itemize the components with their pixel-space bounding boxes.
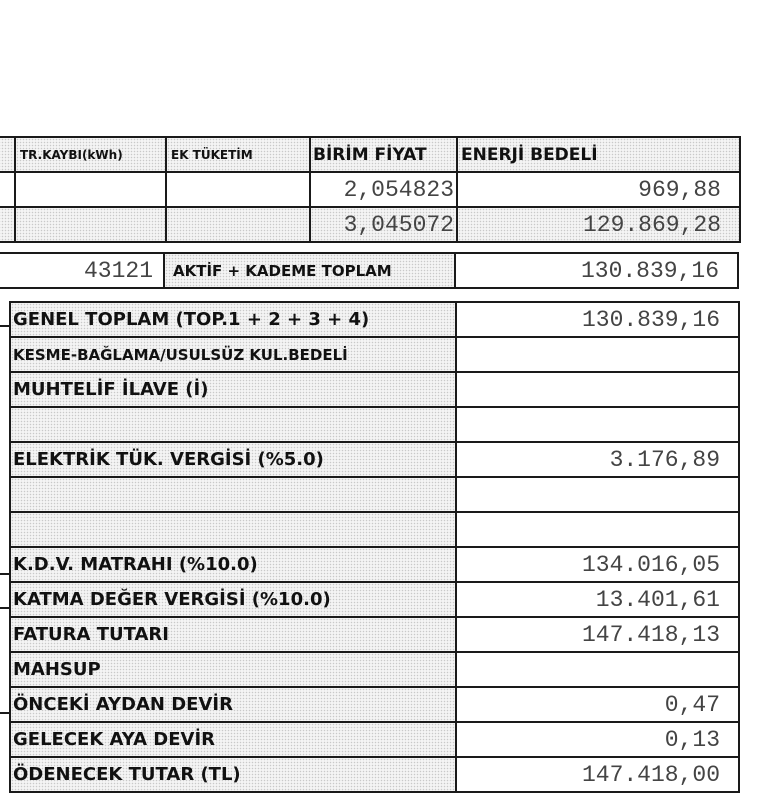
summary-label: KATMA DEĞER VERGİSİ (%10.0) <box>10 582 456 617</box>
summary-value: 147.418,13 <box>456 617 739 652</box>
row2-tr-kaybi <box>15 207 166 242</box>
table-row <box>10 302 739 337</box>
header-birim-fiyat: BİRİM FİYAT <box>310 137 457 172</box>
summary-label: ÖDENECEK TUTAR (TL) <box>10 757 456 792</box>
summary-label <box>10 512 456 547</box>
row2-ek-tuketim <box>166 207 310 242</box>
summary-value <box>456 652 739 687</box>
summary-label: GELECEK AYA DEVİR <box>10 722 456 757</box>
summary-value <box>456 372 739 407</box>
summary-label: K.D.V. MATRAHI (%10.0) <box>10 547 456 582</box>
table-row <box>10 407 739 442</box>
table-row <box>10 582 739 617</box>
summary-label <box>10 407 456 442</box>
total-table <box>0 252 739 289</box>
summary-value: 0,13 <box>456 722 739 757</box>
table-row <box>0 172 740 207</box>
table-row <box>10 372 739 407</box>
summary-value <box>456 337 739 372</box>
table-row <box>10 442 739 477</box>
total-value: 130.839,16 <box>455 253 738 288</box>
header-enerji-bedeli: ENERJİ BEDELİ <box>457 137 740 172</box>
summary-value: 13.401,61 <box>456 582 739 617</box>
summary-value <box>456 512 739 547</box>
table-row <box>10 337 739 372</box>
row2-col0 <box>0 207 15 242</box>
table-row <box>10 757 739 792</box>
row2-birim-fiyat: 3,045072 <box>310 207 457 242</box>
summary-value: 130.839,16 <box>456 302 739 337</box>
row1-ek-tuketim <box>166 172 310 207</box>
summary-label: ELEKTRİK TÜK. VERGİSİ (%5.0) <box>10 442 456 477</box>
summary-value: 134.016,05 <box>456 547 739 582</box>
energy-table <box>0 136 741 243</box>
row2-enerji-bedeli: 129.869,28 <box>457 207 740 242</box>
summary-value: 0,47 <box>456 687 739 722</box>
header-ek-tuketim: EK TÜKETİM <box>166 137 310 172</box>
summary-label: ÖNCEKİ AYDAN DEVİR <box>10 687 456 722</box>
header-tr-kaybi: TR.KAYBI(kWh) <box>15 137 166 172</box>
summary-label: MAHSUP <box>10 652 456 687</box>
summary-label: KESME-BAĞLAMA/USULSÜZ KUL.BEDELİ <box>10 337 456 372</box>
summary-label: MUHTELİF İLAVE (İ) <box>10 372 456 407</box>
total-label: AKTİF + KADEME TOPLAM <box>164 253 455 288</box>
summary-value <box>456 407 739 442</box>
total-kwh: 43121 <box>0 253 164 288</box>
table-row <box>0 207 740 242</box>
table-row <box>10 687 739 722</box>
table-row <box>10 547 739 582</box>
header-cell-blank <box>0 137 15 172</box>
summary-label <box>10 477 456 512</box>
row1-col0 <box>0 172 15 207</box>
table-row <box>10 652 739 687</box>
table-row <box>10 722 739 757</box>
row1-birim-fiyat: 2,054823 <box>310 172 457 207</box>
row1-tr-kaybi <box>15 172 166 207</box>
summary-table <box>9 301 740 793</box>
summary-label: GENEL TOPLAM (TOP.1 + 2 + 3 + 4) <box>10 302 456 337</box>
table-row <box>10 512 739 547</box>
table-row <box>10 617 739 652</box>
row1-enerji-bedeli: 969,88 <box>457 172 740 207</box>
summary-value: 3.176,89 <box>456 442 739 477</box>
summary-label: FATURA TUTARI <box>10 617 456 652</box>
table-row <box>10 477 739 512</box>
summary-value <box>456 477 739 512</box>
summary-value: 147.418,00 <box>456 757 739 792</box>
